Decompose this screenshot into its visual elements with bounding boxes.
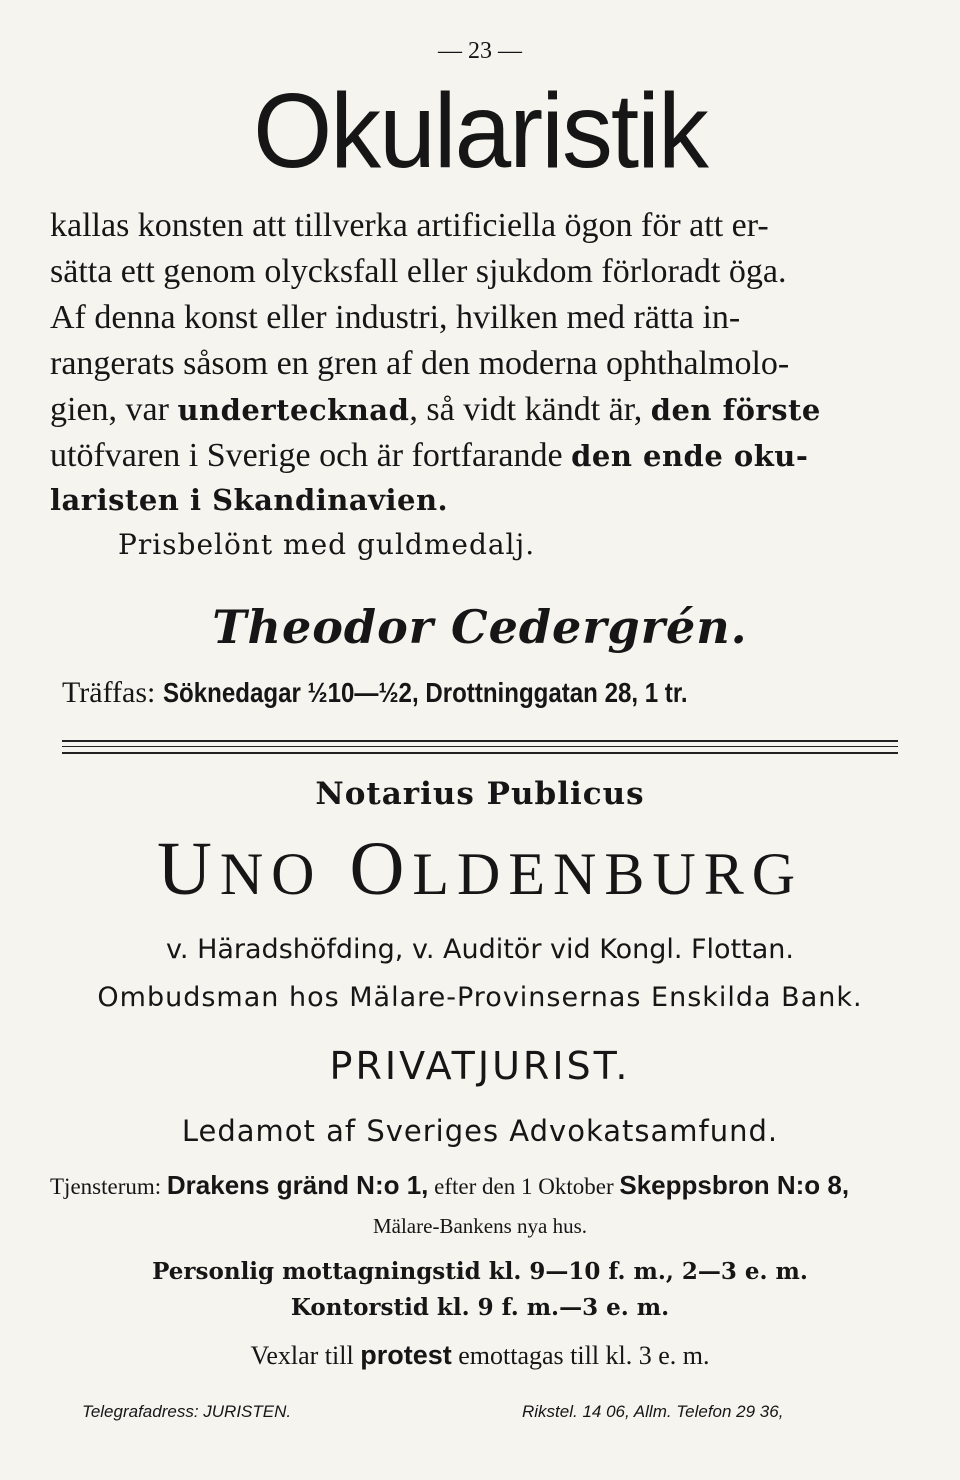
- intro-line: Af denna konst eller industri, hvilken med rätta in-: [50, 299, 741, 336]
- lawyer-name: [0, 826, 960, 913]
- prize-line: Prisbelönt med guldmedalj.: [118, 528, 536, 561]
- office-hours-line: [62, 676, 773, 710]
- intro-text: utöfvaren i Sverige och är fortfarande: [50, 437, 572, 474]
- protest-text: protest: [360, 1340, 452, 1370]
- vexlar-line: [0, 1340, 960, 1371]
- office-middle: efter den 1 Oktober: [428, 1174, 620, 1199]
- emphasis-text: laristen i Skandinavien.: [50, 483, 449, 517]
- telephone-numbers: Rikstel. 14 06, Allm. Telefon 29 36,: [522, 1402, 784, 1421]
- notarius-heading: Notarius Publicus: [315, 776, 645, 812]
- ad-title: Okularistik: [253, 72, 707, 190]
- divider-rule: [62, 746, 898, 747]
- name-initial: O: [349, 827, 413, 911]
- divider-rule: [62, 752, 898, 754]
- office-address: Skeppsbron N:o 8,: [619, 1170, 850, 1200]
- emphasis-text: undertecknad: [177, 393, 410, 427]
- emphasis-text: den ende oku-: [571, 439, 809, 473]
- name-rest: LDENBURG: [412, 841, 804, 907]
- office-label: Tjensterum:: [50, 1174, 167, 1199]
- intro-line: rangerats såsom en gren af den moderna ophthalmolo-: [50, 345, 790, 382]
- privatjurist-heading: PRIVATJURIST.: [329, 1044, 631, 1088]
- traffas-hours: Söknedagar ½10—½2, Drottninggatan 28, 1 tr.: [162, 677, 688, 708]
- telegraph-address: Telegrafadress: JURISTEN.: [82, 1402, 292, 1421]
- ledamot-line: Ledamot af Sveriges Advokatsamfund.: [181, 1114, 779, 1148]
- intro-line: [50, 436, 808, 476]
- intro-line: [50, 390, 821, 430]
- credentials-line: Ombudsman hos Mälare-Provinsernas Enskilda Bank.: [97, 982, 863, 1013]
- office-address: Drakens gränd N:o 1,: [166, 1170, 429, 1200]
- page-number: — 23 —: [438, 38, 522, 64]
- reception-hours: Personlig mottagningstid kl. 9—10 f. m., 2—3 e. m.: [152, 1258, 808, 1285]
- office-hours: Kontorstid kl. 9 f. m.—3 e. m.: [290, 1294, 670, 1321]
- office-note: Mälare-Bankens nya hus.: [372, 1214, 588, 1238]
- name-rest: NO: [219, 841, 323, 907]
- vexlar-text: Vexlar till: [250, 1341, 361, 1370]
- office-address-line: [50, 1170, 849, 1201]
- divider-rule: [62, 740, 898, 742]
- intro-line: [50, 480, 448, 520]
- intro-text: gien, var: [50, 391, 178, 428]
- credentials-line: v. Häradshöfding, v. Auditör vid Kongl. Flottan.: [166, 934, 794, 965]
- intro-text: , så vidt kändt är,: [409, 391, 651, 428]
- intro-line: sätta ett genom olycksfall eller sjukdom förloradt öga.: [50, 253, 787, 290]
- vexlar-text: emottagas till kl. 3 e. m.: [451, 1341, 710, 1370]
- name-initial: U: [156, 827, 220, 911]
- signature: Theodor Cedergrén.: [212, 600, 748, 654]
- intro-line: kallas konsten att tillverka artificiella ögon för att er-: [50, 207, 769, 244]
- traffas-label: Träffas:: [62, 676, 163, 709]
- emphasis-text: den förste: [650, 393, 821, 427]
